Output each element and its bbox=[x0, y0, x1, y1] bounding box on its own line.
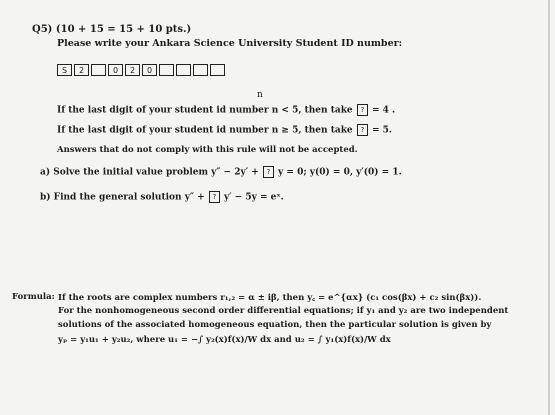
id-box[interactable]: 0 bbox=[108, 64, 123, 76]
question-a: a) Solve the initial value problem y″ − 2y′ + ? y = 0; y(0) = 0, y′(0) = 1. bbox=[40, 167, 402, 178]
formula-line-3: solutions of the associated homogeneous equation, then the particular solution is given by bbox=[58, 320, 492, 330]
rule-2: If the last digit of your student id number n ≥ 5, then take ? = 5. bbox=[57, 125, 393, 136]
id-box[interactable] bbox=[176, 64, 191, 76]
question-box: ? bbox=[357, 104, 368, 116]
id-box[interactable]: 0 bbox=[142, 64, 157, 76]
id-box[interactable] bbox=[159, 64, 174, 76]
formula-line-4: yₚ = y₁u₁ + y₂u₂, where u₁ = −∫ y₂(x)f(x)/W dx and u₂ = ∫ y₁(x)f(x)/W dx bbox=[58, 335, 391, 345]
id-box[interactable] bbox=[91, 64, 106, 76]
id-box[interactable] bbox=[210, 64, 225, 76]
question-box: ? bbox=[357, 124, 368, 136]
formula-label: Formula: bbox=[12, 292, 55, 302]
student-id-boxes bbox=[57, 64, 227, 76]
id-box[interactable] bbox=[193, 64, 208, 76]
rule-warning: Answers that do not comply with this rule will not be accepted. bbox=[57, 145, 358, 155]
id-box[interactable]: S bbox=[57, 64, 72, 76]
id-instruction: Please write your Ankara Science University Student ID number: bbox=[57, 38, 403, 49]
last-digit-label: n bbox=[257, 90, 263, 100]
question-box: ? bbox=[209, 191, 220, 203]
rule-1: If the last digit of your student id number n < 5, then take ? = 4 . bbox=[57, 105, 396, 116]
question-b: b) Find the general solution y″ + ? y′ − 5y = eˣ. bbox=[40, 192, 284, 203]
formula-line-1: If the roots are complex numbers r₁,₂ = α ± iβ, then y꜀ = e^{αx} (c₁ cos(βx) + c₂ sin(βx)). bbox=[58, 293, 482, 303]
id-box[interactable]: 2 bbox=[125, 64, 140, 76]
formula-line-2: For the nonhomogeneous second order differential equations; if y₁ and y₂ are two independent bbox=[58, 306, 509, 316]
question-title: Q5) (10 + 15 = 15 + 10 pts.) bbox=[32, 24, 192, 35]
question-box: ? bbox=[263, 166, 274, 178]
page-edge bbox=[548, 0, 550, 415]
id-box[interactable]: 2 bbox=[74, 64, 89, 76]
